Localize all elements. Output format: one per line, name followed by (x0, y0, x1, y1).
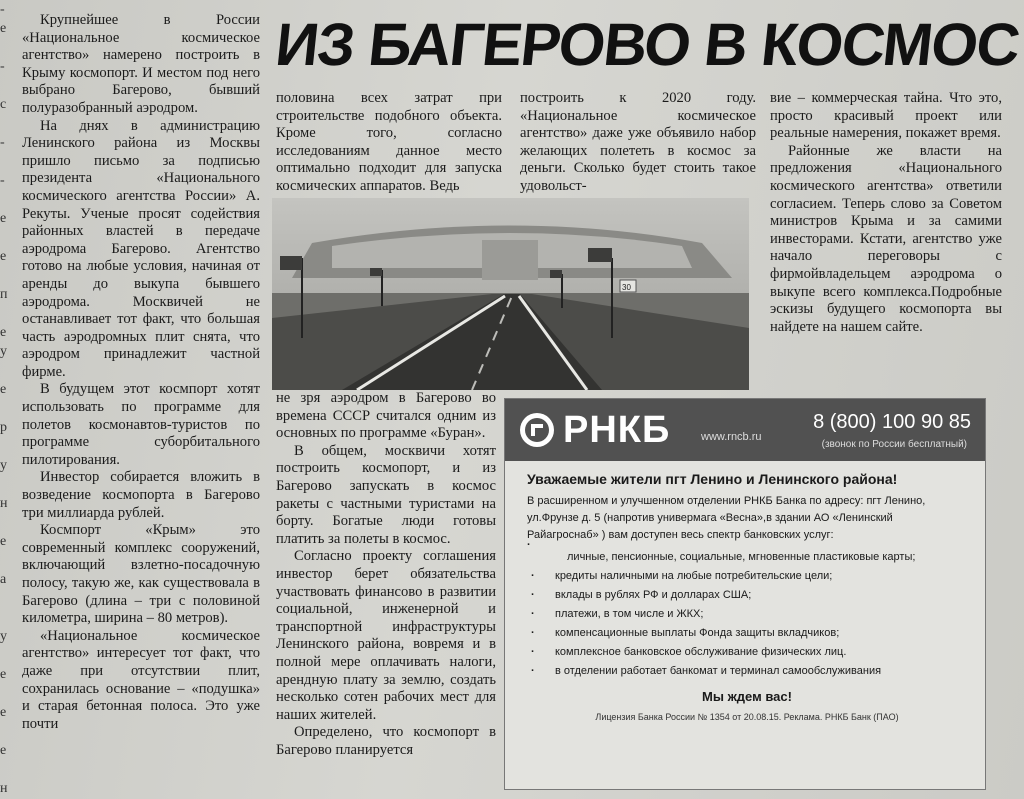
ad-phone: 8 (800) 100 90 85 (813, 411, 971, 433)
paragraph: вие – коммерческая тайна. Что это, просто красивый проект или реальные намерения, покажет время. (770, 90, 1002, 142)
edge-fragment (0, 152, 14, 171)
edge-fragment: п (0, 287, 8, 302)
edge-fragment (0, 399, 14, 418)
ad-body (527, 471, 967, 722)
edge-fragment (0, 684, 14, 703)
edge-fragment: е (0, 382, 7, 397)
article-column-4 (770, 90, 1002, 336)
ad-heading: Уважаемые жители пгт Ленино и Ленинского района! (527, 471, 898, 487)
left-edge-fragments (0, 0, 14, 799)
ad-services-list (527, 548, 967, 681)
cosmodrome-photo (272, 198, 749, 390)
list-item: · в отделении работает банкомат и терминал самообслуживания (527, 662, 967, 681)
edge-fragment (0, 361, 14, 380)
edge-fragment (0, 38, 14, 57)
paragraph: Космпорт «Крым» это современный комплекс сооружений, включающий взлетно-посадочную полосу, такую же, как существовала в Багерово (длина – три с половиной километра, ширина – 80 метров). (22, 522, 260, 627)
edge-fragment (0, 304, 14, 323)
rnkb-logo-icon (519, 412, 555, 448)
paragraph: На днях в администрацию Ленинского района из Москвы пришло письмо за подписью президента «Национального космического агентства России» А. Рекуты. Ученые просят содействия районных властей в передаче аэродрома Багерово. Агентство готово на любые условия, начиная от аренды до выкупа бывшего аэродрома. Москвичей не останавливает тот факт, что большая часть аэродромных плит снята, что аэродром принадлежит частной фирме. (22, 117, 260, 380)
edge-fragment (0, 608, 14, 627)
paragraph: половина всех затрат при строительстве подобного объекта. Кроме того, согласно исследованиям данное место оптимально подходит для запуска космических аппаратов. Ведь (276, 90, 502, 194)
edge-fragment: е (0, 743, 7, 758)
edge-fragment (0, 228, 14, 247)
edge-fragment (0, 551, 14, 570)
paragraph: Крупнейшее в России «Национальное космическое агентство» намерено построить в Крыму космопорт. И местом под него выбрано Багерово, бывший полуразобранный аэродром. (22, 12, 260, 116)
edge-fragment: е (0, 325, 7, 340)
paragraph: Районные же власти на предложения «Национального космического агентства» ответили согласием. Теперь слово за Советом министров Крыма и за самими инвесторами. Кстати, агентство уже начало переговоры с фирмойвладельцем аэродрома о выкупе всего комплекса.Подробные эскизы будущего космопорта вы найдете на нашем сайте. (770, 142, 1002, 335)
list-item: · кредиты наличными на любые потребительские цели; (527, 567, 967, 586)
paragraph: «Национальное космическое агентство» интересует тот факт, что даже при отсутствии плит, сохранилась основание – «подушка» и старая бетонная полоса. Это уже почти (22, 627, 260, 732)
paragraph: В будущем этот космпорт хотят использовать по программе для полетов космонавтов-туристов по программе суборбитального пилотирования. (22, 381, 260, 468)
edge-fragment: с (0, 97, 7, 112)
edge-fragment: н (0, 781, 8, 796)
edge-fragment (0, 266, 14, 285)
edge-fragment (0, 589, 14, 608)
edge-fragment: е (0, 705, 7, 720)
edge-fragment: е (0, 211, 7, 226)
ad-closing: Мы ждем вас! (702, 689, 792, 704)
runway-illustration (272, 198, 749, 390)
ad-phone-note: (звонок по России бесплатный) (821, 439, 967, 450)
edge-fragment: у (0, 458, 7, 473)
edge-fragment: е (0, 667, 7, 682)
ad-brand: РНКБ (563, 409, 671, 451)
edge-fragment: р (0, 420, 7, 435)
edge-fragment: - (0, 2, 5, 17)
edge-fragment: а (0, 572, 7, 587)
edge-fragment (0, 760, 14, 779)
list-item: · компенсационные выплаты Фонда защиты вкладчиков; (527, 624, 967, 643)
paragraph: Инвестор собирается вложить в возведение космопорта в Багерово три миллиарда рублей. (22, 469, 260, 521)
article-column-2-bottom (276, 390, 496, 759)
article-column-2-top (276, 90, 502, 196)
list-item: · комплексное банковское обслуживание физических лиц. (527, 643, 967, 662)
edge-fragment: - (0, 59, 5, 74)
road-sign-number: 30 (622, 283, 631, 292)
headline: ИЗ БАГЕРОВО В КОСМОС (272, 11, 1023, 78)
ad-header-band (505, 399, 985, 461)
article-column-1 (22, 12, 260, 733)
edge-fragment (0, 513, 14, 532)
edge-fragment: - (0, 135, 5, 150)
article-column-3-top (520, 90, 756, 196)
list-item: · вклады в рублях РФ и долларах США; (527, 586, 967, 605)
list-item: · личные, пенсионные, социальные, мгновенные пластиковые карты; (527, 548, 967, 567)
ad-website: www.rncb.ru (701, 431, 762, 443)
edge-fragment (0, 475, 14, 494)
edge-fragment (0, 76, 14, 95)
edge-fragment: у (0, 629, 7, 644)
edge-fragment: - (0, 173, 5, 188)
bank-advertisement (504, 398, 986, 790)
edge-fragment: е (0, 21, 7, 36)
ad-intro: В расширенном и улучшенном отделении РНКБ Банка по адресу: пгт Ленино, ул.Фрунзе д. 5 (напротив универмага «Весна»,в здании АО «Ленинский Райагроснаб» ) вам доступен весь спектр банковских услуг: (527, 495, 926, 541)
edge-fragment: н (0, 496, 8, 511)
edge-fragment: е (0, 249, 7, 264)
paragraph: В общем, москвичи хотят построить космопорт, и из Багерово запускать в космос ракеты с частными туристами на борту. Богатые люди готовы платить за полеты в космос. (276, 442, 496, 547)
edge-fragment (0, 646, 14, 665)
paragraph: Определено, что космопорт в Багерово планируется (276, 724, 496, 758)
edge-fragment: у (0, 344, 7, 359)
edge-fragment (0, 190, 14, 209)
edge-fragment (0, 437, 14, 456)
list-item: · платежи, в том числе и ЖКХ; (527, 605, 967, 624)
ad-license: Лицензия Банка России № 1354 от 20.08.15. Реклама. РНКБ Банк (ПАО) (595, 712, 899, 722)
edge-fragment: е (0, 534, 7, 549)
edge-fragment (0, 722, 14, 741)
paragraph: Согласно проекту соглашения инвестор берет обязательства участвовать финансово в развитии социальной, инженерной и транспортной инфраструктуры Ленинского района, вовремя и в полной мере оплачивать налоги, арендную плату за землю, создать несколько сотен рабочих мест для наших жителей. (276, 548, 496, 723)
paragraph: построить к 2020 году. «Национальное космическое агентство» даже уже объявило набор желающих полететь в космос за деньги. Сколько будет стоить такое удовольст- (520, 90, 756, 194)
paragraph: не зря аэродром в Багерово во времена СССР считался одним из основных по программе «Буран». (276, 390, 496, 442)
edge-fragment (0, 114, 14, 133)
